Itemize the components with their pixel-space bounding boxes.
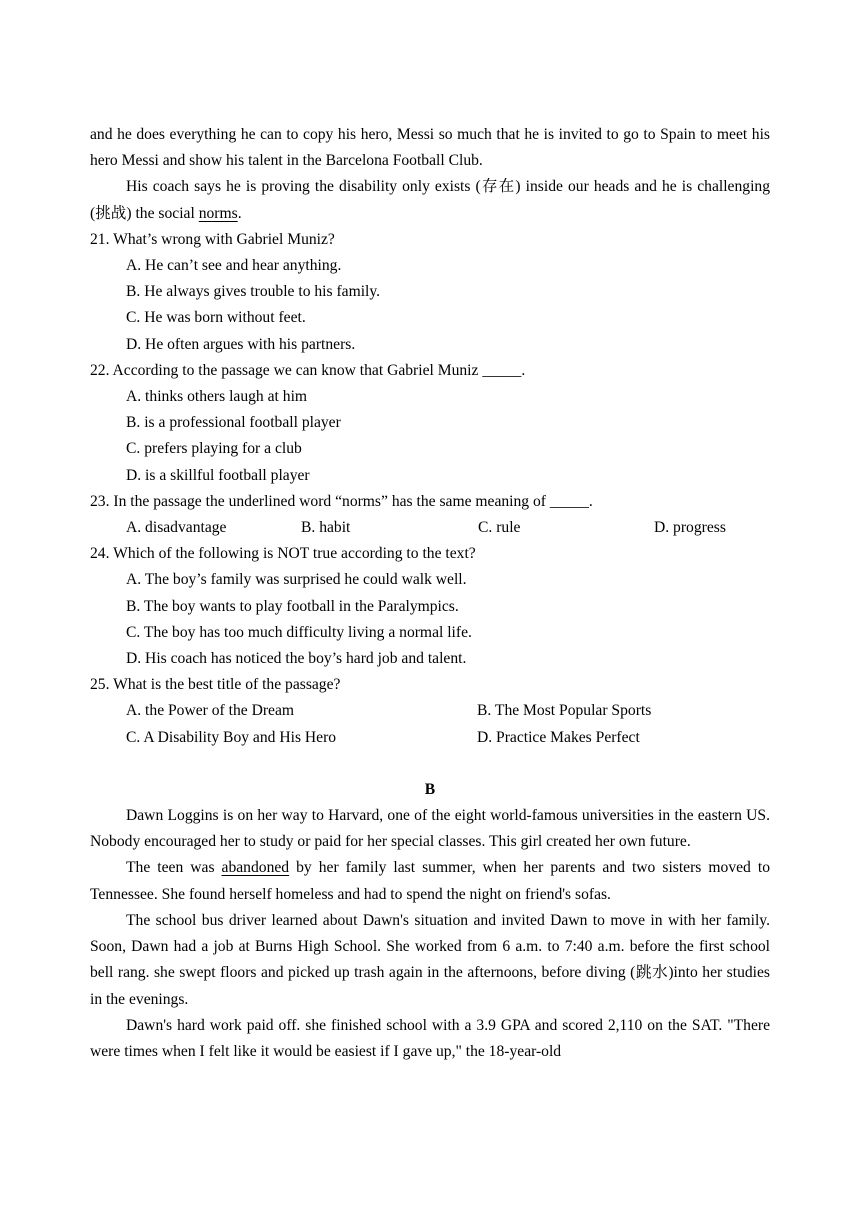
underlined-word-norms: norms xyxy=(198,204,238,222)
option-b: B. The Most Popular Sports xyxy=(477,702,652,720)
passage-b-paragraph-3: The school bus driver learned about Dawn's situation and invited Dawn to move in with her family. Soon, Dawn had a job at Burns High School. She worked from 6 a.m. to 7:40 a.m. before the first school bell rang. she swept floors and picked up trash again in the afternoons, before diving (跳水)into her studies in the evenings. xyxy=(90,911,770,1008)
intro-paragraph-2 xyxy=(90,174,770,226)
option-c: C. rule xyxy=(478,519,521,537)
passage-b-paragraph-2 xyxy=(90,855,770,907)
option-c: C. He was born without feet. xyxy=(126,309,306,327)
option-a: A. thinks others laugh at him xyxy=(126,388,308,406)
intro-paragraph-1: and he does everything he can to copy his hero, Messi so much that he is invited to go to Spain to meet his hero Messi and show his talent in the Barcelona Football Club. xyxy=(90,126,770,170)
option-c: C. A Disability Boy and His Hero xyxy=(126,728,337,746)
underlined-word-abandoned: abandoned xyxy=(221,859,290,877)
question-25 xyxy=(90,672,770,751)
option-d: D. Practice Makes Perfect xyxy=(477,728,640,746)
option-d: D. His coach has noticed the boy’s hard job and talent. xyxy=(126,650,467,668)
options-row xyxy=(90,725,770,751)
option-b: B. is a professional football player xyxy=(126,414,341,432)
section-b-title: B xyxy=(424,780,436,798)
option-b: B. habit xyxy=(301,519,351,537)
passage-b-paragraph-4: Dawn's hard work paid off. she finished school with a 3.9 GPA and scored 2,110 on the SAT. "There were times when I felt like it would be easiest if I gave up," the 18-year-old xyxy=(90,1016,770,1060)
question-21 xyxy=(90,227,770,358)
question-stem: 25. What is the best title of the passage? xyxy=(90,676,341,694)
option-d: D. is a skillful football player xyxy=(126,466,310,484)
passage-b-paragraph-2-end: by her family last summer, when her parents and two sisters moved to Tennessee. She found herself homeless and had to spend the night on friend's sofas. xyxy=(90,859,770,903)
option-a: A. the Power of the Dream xyxy=(126,702,295,720)
option-b: B. The boy wants to play football in the Paralympics. xyxy=(126,597,459,615)
option-c: C. prefers playing for a club xyxy=(126,440,302,458)
question-24 xyxy=(90,541,770,672)
options-row xyxy=(90,515,770,541)
option-a: A. disadvantage xyxy=(126,519,227,537)
question-stem: 22. According to the passage we can know that Gabriel Muniz _____. xyxy=(90,361,526,379)
question-22 xyxy=(90,358,770,489)
question-23 xyxy=(90,489,770,541)
passage-b-paragraph-1: Dawn Loggins is on her way to Harvard, one of the eight world-famous universities in the eastern US. Nobody encouraged her to study or paid for her special classes. This girl created her own future. xyxy=(90,807,770,851)
question-stem: 21. What’s wrong with Gabriel Muniz? xyxy=(90,230,335,248)
passage-b-paragraph-2-text: The teen was xyxy=(126,859,222,877)
question-stem: 24. Which of the following is NOT true according to the text? xyxy=(90,545,476,563)
options-row xyxy=(90,698,770,724)
option-b: B. He always gives trouble to his family. xyxy=(126,283,381,301)
option-a: A. The boy’s family was surprised he could walk well. xyxy=(126,571,467,589)
option-d: D. He often argues with his partners. xyxy=(126,335,356,353)
intro-paragraph-2-text: His coach says he is proving the disability only exists (存在) inside our heads and he is challenging (挑战) the social xyxy=(90,178,770,222)
option-d: D. progress xyxy=(654,519,726,537)
page-content xyxy=(90,122,770,1065)
option-a: A. He can’t see and hear anything. xyxy=(126,257,342,275)
intro-paragraph-2-end: . xyxy=(237,204,242,222)
option-c: C. The boy has too much difficulty living a normal life. xyxy=(126,623,472,641)
question-stem: 23. In the passage the underlined word “norms” has the same meaning of _____. xyxy=(90,492,593,510)
